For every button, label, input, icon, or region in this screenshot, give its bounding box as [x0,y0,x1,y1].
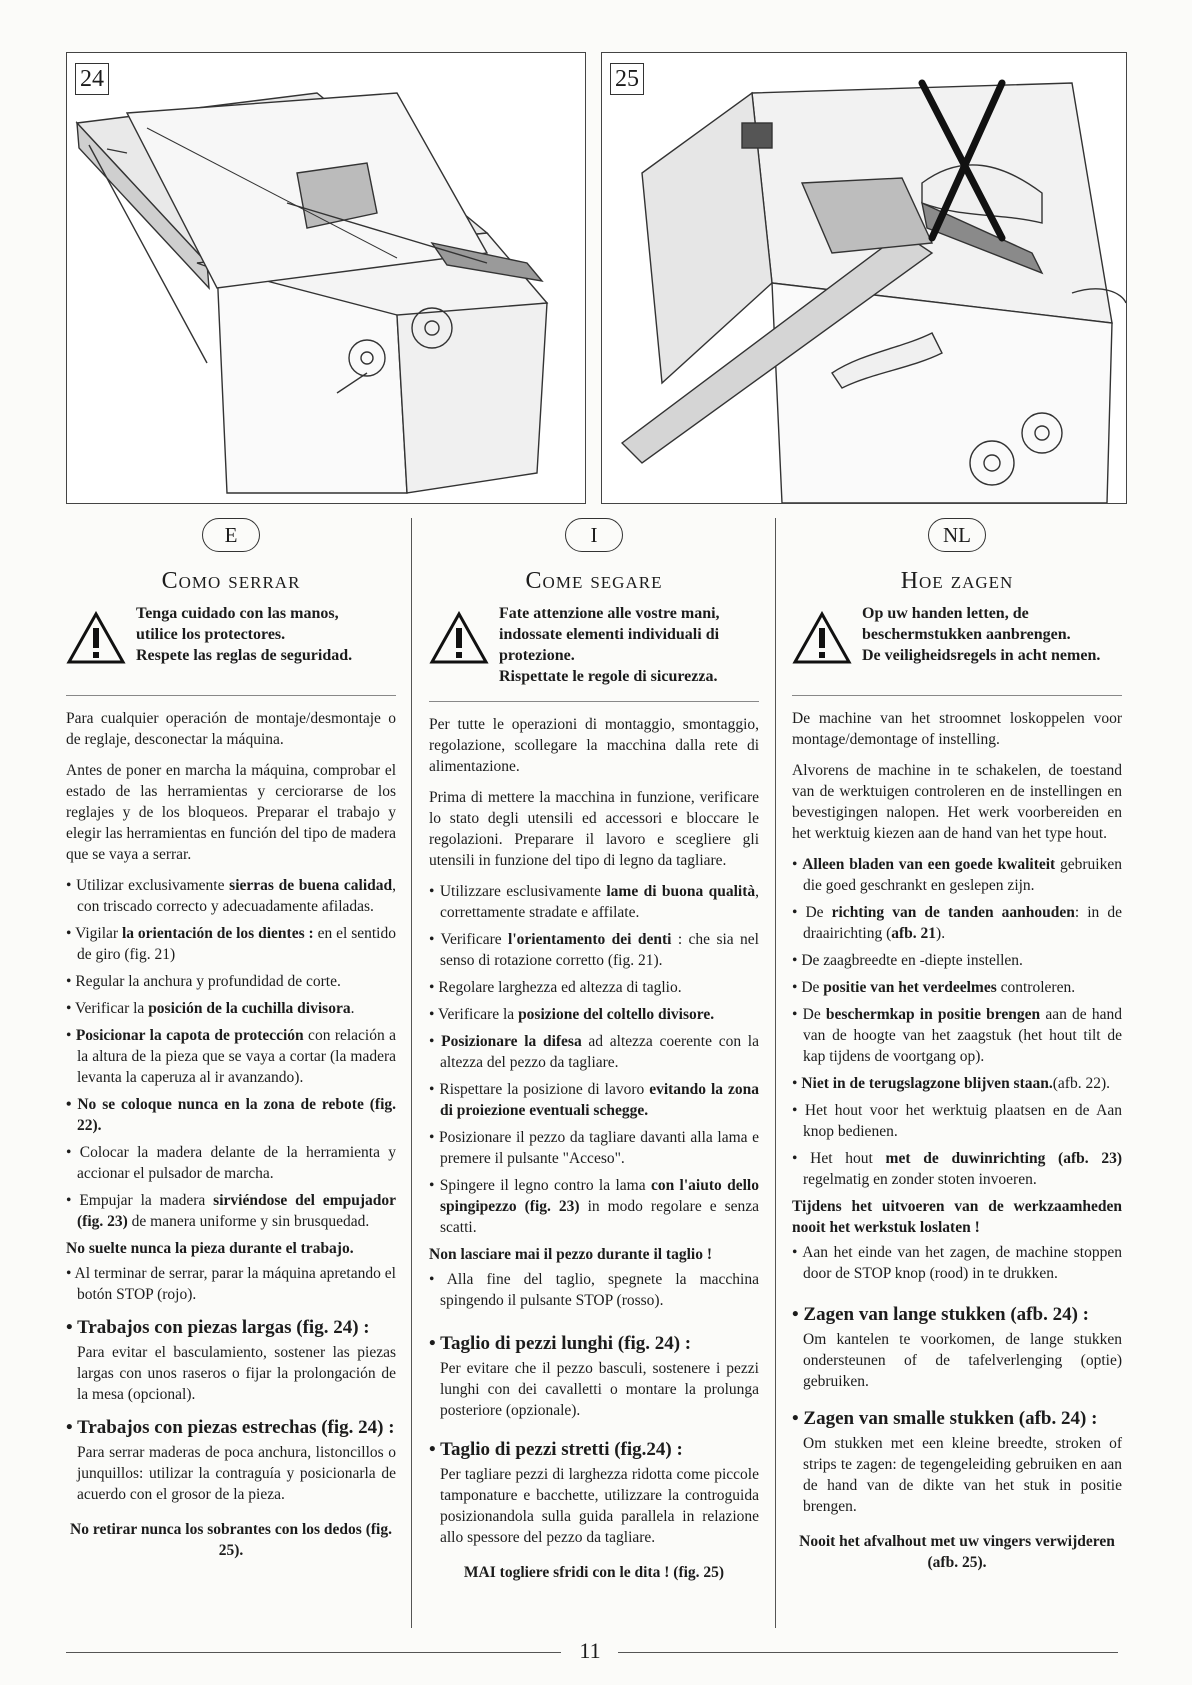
subheading-text: Para serrar maderas de poca anchura, listoncillos o junquillos: utilizar la contraguía y posicionarla de acuerdo con el grosor de la pieza. [77,1444,396,1503]
safety-warning [792,603,1122,681]
bold-note: Non lasciare mai il pezzo durante il taglio ! [429,1246,712,1263]
warning-line: De veiligheidsregels in acht nemen. [862,647,1101,664]
bullet-item: • Verificare l'orientamento dei denti : che sia nel senso di rotazione corretto (fig. 21). [429,931,759,969]
page-number: 11 [579,1638,601,1663]
column-italian [429,518,759,1583]
footer-rule [66,1652,561,1653]
table-saw-long-piece-illustration [67,53,585,503]
warning-line: Op uw handen letten, de beschermstukken aanbrengen. [862,605,1071,643]
warning-line: Rispettate le regole di sicurezza. [499,668,718,685]
figure-number: 24 [75,63,109,95]
bullet-item: • Niet in de terugslagzone blijven staan.(afb. 22). [792,1075,1110,1092]
bullet-item: • De positie van het verdeelmes controleren. [792,979,1076,996]
bullet-item: • No se coloque nunca en la zona de rebote (fig. 22). [66,1096,396,1134]
bold-note: Tijdens het uitvoeren van de werkzaamheden nooit het werkstuk loslaten ! [792,1198,1122,1236]
closing-warning: MAI togliere sfridi con le dita ! (fig. 25) [463,1564,725,1581]
bold-note: No suelte nunca la pieza durante el trabajo. [66,1240,354,1257]
warning-line: Respete las reglas de seguridad. [136,647,353,664]
bullet-item: • Verificare la posizione del coltello divisore. [429,1006,715,1023]
column-divider [775,518,776,1628]
bullet-item: • Alleen bladen van een goede kwaliteit gebruiken die goed geschrankt en geslepen zijn. [792,856,1122,894]
figure-25 [601,52,1127,504]
bullet-item: • Alla fine del taglio, spegnete la macchina spingendo il pulsante STOP (rosso). [429,1271,759,1309]
warning-triangle-icon [66,611,126,665]
subheading-text: Per tagliare pezzi di larghezza ridotta come piccole tamponature e bacchette, utilizzare la controguida posizionandola sulla guida parallela in relazione allo spessore del pezzo da tagliare. [440,1466,759,1546]
divider [792,695,1122,696]
bullet-item: • Al terminar de serrar, parar la máquina apretando el botón STOP (rojo). [66,1265,396,1303]
bullet-item: • Spingere il legno contro la lama con l'aiuto dello spingipezzo (fig. 23) in modo regolare e senza scatti. [429,1177,759,1236]
language-badge: I [565,518,623,552]
paragraph: Antes de poner en marcha la máquina, comprobar el estado de las herramientas y cerciorarse de los reglajes y de los bloqueos. Preparar el trabajo y elegir las herramientas en función del tipo de madera que se vaya a serrar. [66,762,396,863]
column-dutch [792,518,1122,1573]
language-badge: E [202,518,260,552]
column-spanish [66,518,396,1561]
bullet-item: • Utilizar exclusivamente sierras de buena calidad, con triscado correcto y adecuadamente afiladas. [66,877,397,915]
bullet-item: • Empujar la madera sirviéndose del empujador (fig. 23) de manera uniforme y sin brusquedad. [66,1192,397,1230]
bullet-item: • Het hout met de duwinrichting (afb. 23) regelmatig en zonder stoten invoeren. [792,1150,1122,1188]
figure-24 [66,52,586,504]
paragraph: Prima di mettere la macchina in funzione, verificare lo stato degli utensili ed accessori e bloccare le regolazioni. Preparare il lavoro e scegliere gli utensili in funzione del tipo di legno da tagliare. [429,789,759,869]
table-saw-offcut-warning-illustration [602,53,1126,503]
bullet-item: • De richting van de tanden aanhouden: in de draairichting (afb. 21). [792,904,1122,942]
paragraph: De machine van het stroomnet loskoppelen voor montage/demontage of instelling. [792,710,1122,748]
bullet-item: • Het hout voor het werktuig plaatsen en de Aan knop bedienen. [792,1102,1122,1140]
footer-rule [618,1652,1118,1653]
closing-warning: Nooit het afvalhout met uw vingers verwijderen (afb. 25). [799,1533,1115,1571]
bullet-item: • Colocar la madera delante de la herramienta y accionar el pulsador de marcha. [66,1144,396,1182]
language-badge: NL [928,518,986,552]
closing-warning: No retirar nunca los sobrantes con los dedos (fig. 25). [70,1521,392,1559]
subheading: • Zagen van lange stukken (afb. 24) : [792,1304,1089,1325]
divider [429,701,759,702]
section-title: Hoe zagen [900,568,1014,594]
bullet-item: • Vigilar la orientación de los dientes : en el sentido de giro (fig. 21) [66,925,396,963]
bullet-item: • Posicionar la capota de protección con relación a la altura de la pieza que se vaya a cortar (la madera levanta la caperuza al ir avanzando). [66,1027,396,1086]
subheading: • Taglio di pezzi stretti (fig.24) : [429,1439,683,1460]
warning-line: Tenga cuidado con las manos, [136,605,339,622]
paragraph: Alvorens de machine in te schakelen, de toestand van de werktuigen controleren en de instellingen en bevestigingen nalopen. Het werk voorbereiden en het werktuig kiezen aan de hand van het type hout. [792,762,1122,842]
bullet-item: • Utilizzare esclusivamente lame di buona qualità, correttamente stradate e affilate. [429,883,760,921]
figure-number: 25 [610,63,644,95]
bullet-item: • Posizionare la difesa ad altezza coerente con la altezza del pezzo da tagliare. [429,1033,759,1071]
warning-line: Fate attenzione alle vostre mani, indossate elementi individuali di protezione. [499,605,720,664]
bullet-item: • Verificar la posición de la cuchilla divisora. [66,1000,355,1017]
section-title: Come segare [525,568,663,594]
subheading-text: Om stukken met een kleine breedte, stroken of strips te zagen: de tegengeleiding gebruiken en aan de hand van de dikte van het stuk in positie brengen. [803,1435,1122,1515]
warning-triangle-icon [792,611,852,665]
safety-warning [429,603,759,687]
subheading: • Taglio di pezzi lunghi (fig. 24) : [429,1333,692,1354]
bullet-item: • De beschermkap in positie brengen aan de hand van de hoogte van het zaagstuk (het hout tilt de kap tijdens de voortgang op). [792,1006,1122,1065]
column-divider [411,518,412,1628]
bullet-item: • Regular la anchura y profundidad de corte. [66,973,341,990]
paragraph: Para cualquier operación de montaje/desmontaje o de reglaje, desconectar la máquina. [66,710,396,748]
bullet-item: • Aan het einde van het zagen, de machine stoppen door de STOP knop (rood) in te drukken. [792,1244,1122,1282]
subheading-text: Om kantelen te voorkomen, de lange stukken ondersteunen of de tafelverlenging (optie) gebruiken. [803,1331,1122,1390]
bullet-item: • Regolare larghezza ed altezza di taglio. [429,979,682,996]
paragraph: Per tutte le operazioni di montaggio, smontaggio, regolazione, scollegare la macchina dalla rete di alimentazione. [429,716,759,775]
safety-warning [66,603,396,681]
subheading-text: Per evitare che il pezzo basculi, sostenere i pezzi lunghi con dei cavalletti o montare la prolunga posteriore (opzionale). [440,1360,759,1419]
warning-triangle-icon [429,611,489,665]
bullet-item: • De zaagbreedte en -diepte instellen. [792,952,1023,969]
subheading-text: Para evitar el basculamiento, sostener las piezas largas con unos raseros o fijar la prolongación de la mesa (opcional). [77,1344,396,1403]
subheading: • Trabajos con piezas estrechas (fig. 24) : [66,1417,395,1438]
subheading: • Trabajos con piezas largas (fig. 24) : [66,1317,370,1338]
bullet-item: • Rispettare la posizione di lavoro evitando la zona di proiezione eventuali schegge. [429,1081,759,1119]
divider [66,695,396,696]
subheading: • Zagen van smalle stukken (afb. 24) : [792,1408,1098,1429]
section-title: Como serrar [161,568,301,594]
bullet-item: • Posizionare il pezzo da tagliare davanti alla lama e premere il pulsante "Acceso". [429,1129,759,1167]
warning-line: utilice los protectores. [136,626,286,643]
